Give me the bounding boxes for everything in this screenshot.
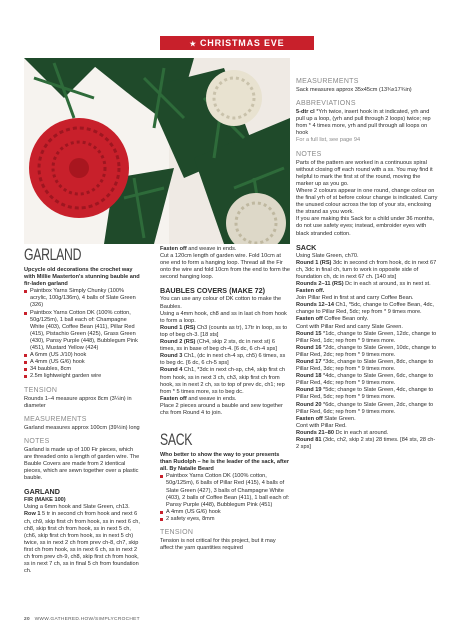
round-2: Round 2 (RS) (Ch4, skip 2 sts, dc in next st) 6 times, ss in base of beg ch-4. [6 dc, 6 ch-4 sps] [160,339,277,353]
round-3: Round 3 Ch1, (dc in next ch-4 sp, ch5) 6 times, ss to beg dc. [6 dc, 6 ch-5 sps] [160,353,286,367]
pattern-round: Cont with Pillar Red and carry Slate Green. [296,323,403,330]
pattern-round: Rounds 21–80 Dc in each st around. [296,429,389,436]
notes-text: Garland is made up of 100 Fir pieces, which are threaded onto a length of garden wire. The Bauble Covers are made from 2 identical pieces, which are sewn together over a plastic bauble. [24,446,140,482]
abbreviations-heading: ABBREVIATIONS [296,100,356,108]
pattern-round: Round 81 (3dc, ch2, skip 2 sts) 28 times. [84 sts, 28 ch-2 sps] [296,437,436,451]
banner-title: CHRISTMAS EVE [199,38,285,48]
row-1: Row 1 5 tr in second ch from hook and next 6 ch, ch9, skip first ch from hook, ss in next 6 ch, ch8, skip first ch from hook, ss in next 5 ch, (ch6, skip first ch from hook, ss in next 5 ch) twice, ss in next 2 ch from prev ch-8, ch7, skip first ch from hook, ss in next 6 ch, ss in next 2 ch from prev ch-9, ch8, skip first ch from hook, ss in next 7 ch, ss in final 5 ch from foundation ch. [24,511,140,575]
garland-intro: Upcycle old decorations the crochet way with Millie Masterton's stunning bauble and fir-laden garland [24,267,140,288]
garland-title: GARLAND [24,245,82,264]
pattern-round: Round 1 (RS) 3dc in second ch from hook, dc in next 67 ch, 3dc in final ch, turn to work in opposite side of foundation ch, dc in next 67 ch. [140 sts] [296,259,437,280]
list-item: 2 safety eyes, 8mm [160,516,290,523]
sack-tension-text: Tension is not critical for this project, but it may affect the yarn quantities required [160,538,276,552]
fir-text: Using a 6mm hook and Slate Green, ch13. [24,504,130,511]
page-number: 20 [24,617,30,622]
pattern-round: Round 19 *5dc; change to Slate Green, 4dc, change to Pillar Red, 5dc; rep from * 9 times more. [296,387,434,401]
garland-materials [24,288,142,380]
sack-title: SACK [160,430,193,450]
pattern-round: Fasten off. [296,288,325,295]
list-item: 2.5m lightweight garden wire [24,373,142,380]
sack-rounds [296,260,438,452]
sack-tension-heading: TENSION [160,529,194,536]
column-left [24,246,142,575]
list-item: A 6mm (US J/10) hook [24,352,142,359]
pattern-round: Round 16 *2dc, change to Slate Green, 10dc, change to Pillar Red, 2dc; rep from * 9 times more. [296,344,437,358]
round-1: Round 1 (RS) Ch3 (counts as tr), 17tr in loop, ss to top of beg ch-3. [18 sts] [160,324,288,338]
column-middle [160,246,290,552]
list-item: Paintbox Yarns Cotton DK (100% cotton, 50g/125m), 6 balls of Pillar Red (415), 4 balls of Slate Green (427), 3 balls of Champagne White (403), 2 balls of Coffee Bean (411), 1 ball each of: Pansy Purple (448), Bubblegum Pink (451) [160,473,290,508]
round-4: Round 4 Ch1, *3dc in next ch-sp, ch4, skip first ch from hook, ss in next 3 ch, ch3, skip first ch from hook, ss in next 2 ch, ss to top of prev dc, ch1; rep from * 5 times more, ss to beg dc. [160,367,285,395]
notes-3: If you are making this Sack for a child under 36 months, do not use safety eyes; instead, embroider eyes with black stranded cotton. [296,216,435,237]
pattern-round: Rounds 12–14 Ch1, *5dc, change to Coffee Bean, 4dc, change to Pillar Red, 5dc; rep from * 9 times more. [296,302,434,316]
place-text: Place 2 pieces around a bauble and sew together chs from Round 4 to join. [160,402,283,416]
section-heading: GARLAND [24,487,60,497]
cut-wire-text: Cut a 120cm length of garden wire. Fold 10cm at one end to form a hanging loop. Thread all the Fir onto the wire and fold 10cm from the end to form the second hanging loop. [160,253,290,281]
pattern-round: Rounds 2–11 (RS) Dc in each st around, ss in next st. [296,280,431,287]
star-icon: ★ [189,41,197,48]
sack-heading: SACK [296,242,317,252]
list-item: Paintbox Yarns Cotton DK (100% cotton, 50g/125m), 1 ball each of: Champagne White (403), Coffee Bean (411), Pillar Red (415), Pistachio Green (425), Grass Green (430), Pansy Purple (448), Bubblegum Pink (451), Mustard Yellow (424) [24,310,142,353]
pattern-round: Round 17 *3dc, change to Slate Green, 8dc, change to Pillar Red, 3dc; rep from * 9 times more. [296,359,434,373]
fasten-off-2: Fasten off and weave in ends. [160,395,237,402]
garland-photo [24,58,290,244]
sack-measurements-text: Sack measures approx 35x45cm (13¾x17¾in) [296,87,412,93]
pattern-round: Round 18 *4dc, change to Slate Green, 6dc, change to Pillar Red, 4dc; rep from * 9 times more. [296,373,434,387]
column-right [296,78,438,451]
notes-1: Parts of the pattern are worked in a continuous spiral without closing off each round with a ss. You may find it helpful to mark the first st of the round, moving the marker up as you go. [296,159,433,187]
pattern-round: Fasten off Coffee Bean only. [296,316,369,323]
list-item: A 4mm (US G/6) hook [160,509,290,516]
pattern-round: Round 15 *1dc, change to Slate Green, 12dc, change to Pillar Red, 1dc; rep from * 9 times more. [296,330,437,344]
notes-heading: NOTES [24,437,50,445]
tension-heading: TENSION [24,386,58,394]
abbreviation-5dtr: 5-dtr cl *Yrh twice, insert hook in st indicated, yrh and pull up a loop, (yrh and pull through 2 loops) twice; rep from * 4 times more, yrh and pull through all loops on hook [296,109,431,137]
abbreviation-link[interactable]: For a full list, see page 94 [296,137,361,144]
measurements-heading: MEASUREMENTS [24,415,87,423]
garland-illustration [24,58,290,244]
sack-notes-heading: NOTES [296,150,322,158]
list-item: 34 baubles, 8cm [24,366,142,373]
pattern-round: Cont with Pillar Red. [296,422,347,429]
using-text: Using Slate Green, ch70. [296,252,359,259]
fasten-off: Fasten off and weave in ends. [160,246,237,252]
baubles-text-2: Using a 4mm hook, ch8 and ss in last ch from hook to form a loop. [160,310,287,324]
sack-materials [160,473,290,523]
pattern-round: Fasten off Slate Green. [296,415,356,422]
baubles-text: You can use any colour of DK cotton to make the Baubles. [160,296,282,310]
baubles-heading: BAUBLES COVERS (MAKE 72) [160,286,266,296]
tension-text: Rounds 1–4 measure approx 8cm (3¼in) in diameter [24,395,132,409]
fir-heading: FIR (MAKE 100) [24,497,66,504]
pattern-round: Join Pillar Red in first st and carry Coffee Bean. [296,295,414,302]
list-item: A 4mm (US G/6) hook [24,359,142,366]
measurements-text: Garland measures approx 100cm (39½in) long [24,424,140,431]
sack-intro: Who better to show the way to your presents than Rudolph – he is the leader of the sack, after all. By Natalie Beard [160,452,289,473]
footer-url[interactable]: WWW.GATHERED.HOW/SIMPLYCROCHET [34,617,140,622]
page-footer [24,617,140,622]
pattern-round: Round 20 *6dc, change to Slate Green, 2dc, change to Pillar Red, 6dc; rep from * 9 times more. [296,401,434,415]
sack-measurements-heading: MEASUREMENTS [296,78,359,85]
list-item: Paintbox Yarns Simply Chunky (100% acrylic, 100g/136m), 4 balls of Slate Green (326) [24,288,142,309]
section-banner [160,36,314,50]
notes-2: Where 2 colours appear in one round, change colour on the final yrh of st before colour change is indicated. Carry the unused colour across the top of your sts, enclosing the strand as you work. [296,187,438,216]
